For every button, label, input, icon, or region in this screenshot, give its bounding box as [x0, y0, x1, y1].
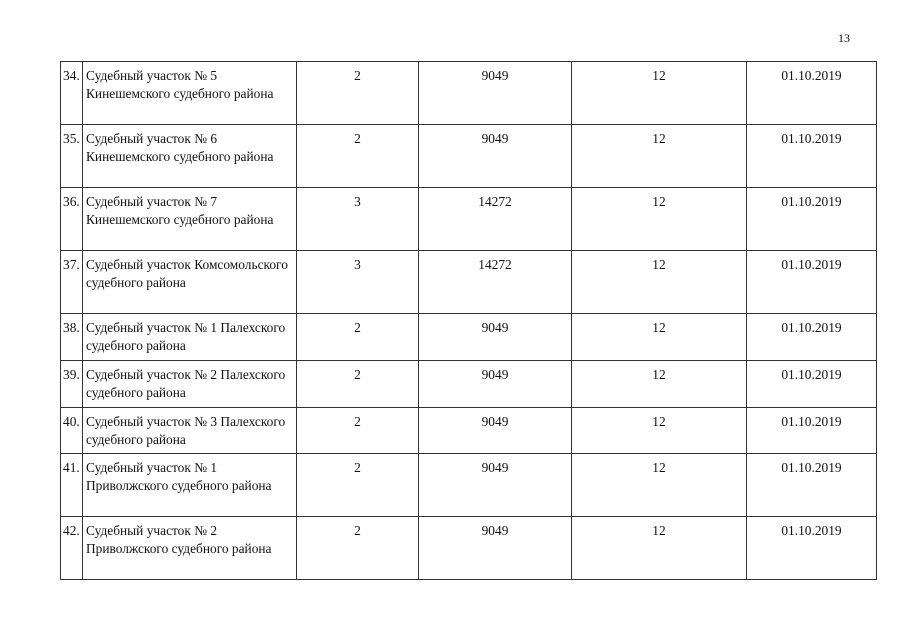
cell-date: 01.10.2019	[747, 314, 877, 361]
cell-col3: 2	[297, 125, 419, 188]
cell-col4: 9049	[419, 408, 572, 454]
row-number: 40.	[61, 408, 83, 454]
table-row	[61, 408, 877, 454]
cell-col5: 12	[572, 125, 747, 188]
table-row	[61, 361, 877, 408]
table-row	[61, 125, 877, 188]
table-row	[61, 517, 877, 580]
table-row	[61, 188, 877, 251]
row-number: 37.	[61, 251, 83, 314]
cell-col3: 3	[297, 188, 419, 251]
cell-date: 01.10.2019	[747, 517, 877, 580]
row-number: 36.	[61, 188, 83, 251]
cell-date: 01.10.2019	[747, 454, 877, 517]
court-districts-table	[60, 61, 877, 580]
cell-col4: 9049	[419, 62, 572, 125]
row-number: 41.	[61, 454, 83, 517]
district-name: Судебный участок № 6 Кинешемского судебного района	[83, 125, 297, 188]
district-name: Судебный участок № 1 Приволжского судебного района	[83, 454, 297, 517]
row-number: 38.	[61, 314, 83, 361]
cell-col4: 9049	[419, 125, 572, 188]
table-row	[61, 62, 877, 125]
cell-date: 01.10.2019	[747, 188, 877, 251]
cell-col3: 2	[297, 314, 419, 361]
cell-col3: 2	[297, 517, 419, 580]
row-number: 42.	[61, 517, 83, 580]
table-row	[61, 251, 877, 314]
row-number: 39.	[61, 361, 83, 408]
district-name: Судебный участок Комсомольского судебного района	[83, 251, 297, 314]
cell-col5: 12	[572, 188, 747, 251]
cell-col3: 2	[297, 454, 419, 517]
cell-col5: 12	[572, 361, 747, 408]
district-name: Судебный участок № 2 Палехского судебного района	[83, 361, 297, 408]
district-name: Судебный участок № 1 Палехского судебного района	[83, 314, 297, 361]
cell-col5: 12	[572, 62, 747, 125]
district-name: Судебный участок № 5 Кинешемского судебного района	[83, 62, 297, 125]
cell-date: 01.10.2019	[747, 62, 877, 125]
cell-col4: 14272	[419, 188, 572, 251]
cell-date: 01.10.2019	[747, 361, 877, 408]
cell-col4: 9049	[419, 454, 572, 517]
cell-col3: 3	[297, 251, 419, 314]
district-name: Судебный участок № 7 Кинешемского судебного района	[83, 188, 297, 251]
cell-col5: 12	[572, 251, 747, 314]
table-row	[61, 314, 877, 361]
table-row	[61, 454, 877, 517]
cell-col3: 2	[297, 361, 419, 408]
row-number: 35.	[61, 125, 83, 188]
page-number: 13	[838, 31, 850, 45]
cell-date: 01.10.2019	[747, 251, 877, 314]
cell-col3: 2	[297, 62, 419, 125]
cell-col5: 12	[572, 517, 747, 580]
cell-col3: 2	[297, 408, 419, 454]
district-name: Судебный участок № 2 Приволжского судебного района	[83, 517, 297, 580]
cell-date: 01.10.2019	[747, 408, 877, 454]
row-number: 34.	[61, 62, 83, 125]
cell-col4: 9049	[419, 361, 572, 408]
cell-col5: 12	[572, 454, 747, 517]
cell-col5: 12	[572, 314, 747, 361]
district-name: Судебный участок № 3 Палехского судебного района	[83, 408, 297, 454]
cell-col4: 9049	[419, 517, 572, 580]
cell-col4: 14272	[419, 251, 572, 314]
cell-date: 01.10.2019	[747, 125, 877, 188]
cell-col5: 12	[572, 408, 747, 454]
cell-col4: 9049	[419, 314, 572, 361]
